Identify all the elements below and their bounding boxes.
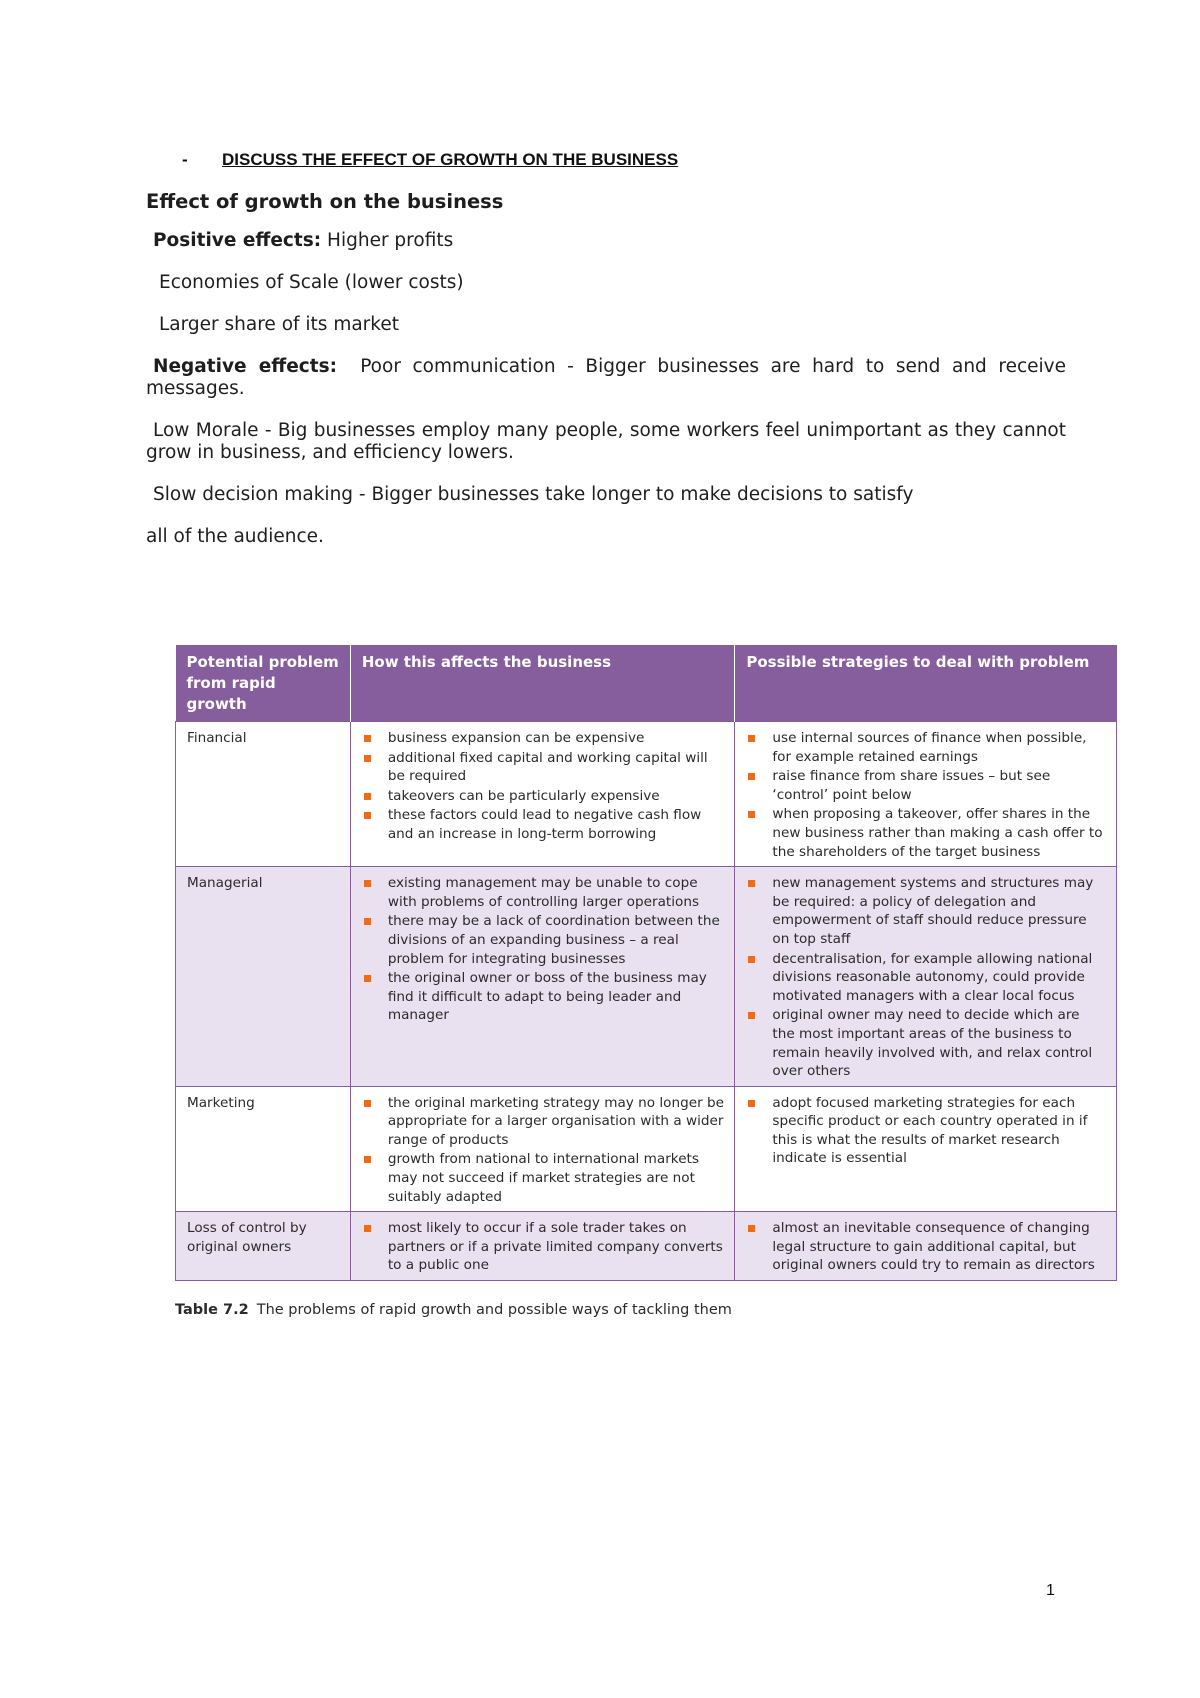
strategies-cell	[735, 1212, 1117, 1281]
caption-text: The problems of rapid growth and possible ways of tackling them	[256, 1302, 732, 1318]
list-item: decentralisation, for example allowing national divisions reasonable autonomy, could provide motivated managers with a clear local focus	[746, 950, 1106, 1006]
orange-square-bullet-icon	[364, 918, 371, 925]
heading-bullet: -	[182, 150, 188, 169]
orange-square-bullet-icon	[364, 793, 371, 800]
list-item: most likely to occur if a sole trader takes on partners or if a private limited company converts to a public one	[362, 1219, 725, 1275]
orange-square-bullet-icon	[364, 755, 371, 762]
orange-square-bullet-icon	[364, 1225, 371, 1232]
list-item: there may be a lack of coordination between the divisions of an expanding business – a real problem for integrating businesses	[362, 912, 725, 968]
list-item: almost an inevitable consequence of changing legal structure to gain additional capital, but original owners could try to remain as directors	[746, 1219, 1106, 1275]
list-item: original owner may need to decide which are the most important areas of the business to remain heavily involved with, and relax control over others	[746, 1006, 1106, 1080]
strategies-cell	[735, 1086, 1117, 1212]
negative-effects-label: Negative effects:	[153, 356, 337, 377]
orange-square-bullet-icon	[364, 880, 371, 887]
list-item: takeovers can be particularly expensive	[362, 787, 725, 806]
table-caption	[175, 1302, 732, 1318]
positive-effect-3: Larger share of its market	[159, 314, 399, 335]
negative-effect-morale: Low Morale - Big businesses employ many people, some workers feel unimportant as they cannot grow in business, and efficiency lowers.	[146, 420, 1066, 463]
table-row	[176, 1086, 1117, 1212]
negative-effect-decision: Slow decision making - Bigger businesses take longer to make decisions to satisfy	[153, 484, 914, 505]
positive-effect-1: Higher profits	[327, 230, 454, 251]
orange-square-bullet-icon	[364, 1100, 371, 1107]
list-item: raise finance from share issues – but see ‘control’ point below	[746, 767, 1106, 804]
list-item: when proposing a takeover, offer shares in the new business rather than making a cash offer to the shareholders of the target business	[746, 805, 1106, 861]
list-item: use internal sources of finance when possible, for example retained earnings	[746, 729, 1106, 766]
header-effects: How this affects the business	[350, 645, 735, 722]
effects-cell	[350, 1212, 735, 1281]
caption-label: Table 7.2	[175, 1302, 249, 1318]
list-item: the original owner or boss of the business may find it difficult to adapt to being leader and manager	[362, 969, 725, 1025]
scan-title: Effect of growth on the business	[146, 190, 504, 213]
effects-cell	[350, 1086, 735, 1212]
list-item: the original marketing strategy may no longer be appropriate for a larger organisation with a wider range of products	[362, 1094, 725, 1150]
orange-square-bullet-icon	[364, 975, 371, 982]
strategies-cell	[735, 867, 1117, 1087]
orange-square-bullet-icon	[364, 735, 371, 742]
problem-cell: Loss of control by original owners	[176, 1212, 351, 1281]
list-item: existing management may be unable to cope with problems of controlling larger operations	[362, 874, 725, 911]
table-row	[176, 1212, 1117, 1281]
positive-effects-label: Positive effects:	[153, 230, 322, 251]
orange-square-bullet-icon	[748, 773, 755, 780]
section-heading	[182, 150, 678, 170]
orange-square-bullet-icon	[748, 811, 755, 818]
growth-problems-table	[175, 645, 1117, 1281]
problem-cell: Marketing	[176, 1086, 351, 1212]
list-item: new management systems and structures may be required: a policy of delegation and empowerment of staff should reduce pressure on top staff	[746, 874, 1106, 948]
negative-effect-decision-cont: all of the audience.	[146, 526, 324, 547]
table-header-row	[176, 645, 1117, 722]
orange-square-bullet-icon	[748, 735, 755, 742]
page-number: 1	[1046, 1582, 1055, 1599]
orange-square-bullet-icon	[748, 880, 755, 887]
orange-square-bullet-icon	[748, 1100, 755, 1107]
list-item: these factors could lead to negative cash flow and an increase in long-term borrowing	[362, 806, 725, 843]
header-strategies: Possible strategies to deal with problem	[735, 645, 1117, 722]
negative-effect-communication: Poor communication - Bigger businesses are hard to send and receive messages.	[146, 356, 1066, 399]
list-item: additional fixed capital and working capital will be required	[362, 749, 725, 786]
problem-cell: Managerial	[176, 867, 351, 1087]
orange-square-bullet-icon	[748, 956, 755, 963]
list-item: adopt focused marketing strategies for each specific product or each country operated in if this is what the results of market research indicate is essential	[746, 1094, 1106, 1168]
header-problem: Potential problem from rapid growth	[176, 645, 351, 722]
problem-cell: Financial	[176, 722, 351, 867]
effects-cell	[350, 722, 735, 867]
orange-square-bullet-icon	[364, 812, 371, 819]
orange-square-bullet-icon	[748, 1225, 755, 1232]
table-row	[176, 867, 1117, 1087]
heading-text: DISCUSS THE EFFECT OF GROWTH ON THE BUSINESS	[222, 150, 679, 169]
orange-square-bullet-icon	[364, 1156, 371, 1163]
strategies-cell	[735, 722, 1117, 867]
list-item: growth from national to international markets may not succeed if market strategies are not suitably adapted	[362, 1150, 725, 1206]
positive-effect-2: Economies of Scale (lower costs)	[159, 272, 464, 293]
orange-square-bullet-icon	[748, 1012, 755, 1019]
effects-cell	[350, 867, 735, 1087]
list-item: business expansion can be expensive	[362, 729, 725, 748]
table-row	[176, 722, 1117, 867]
